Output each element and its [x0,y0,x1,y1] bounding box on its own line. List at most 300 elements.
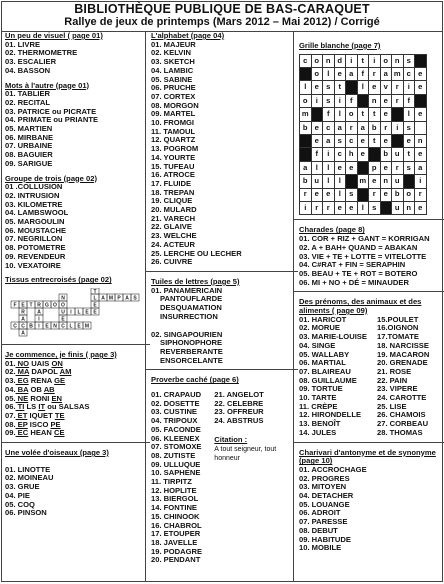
word-part: 01. [5,358,16,368]
list-item: 01 .COLLUSION [5,182,63,192]
list-item: 08. POTOMETRE [5,243,66,253]
svg-text:E: E [93,302,97,309]
grid-cell [415,121,427,134]
list-item: INSURRECTION [160,311,218,321]
list-item: 01. MAJEUR [151,39,196,49]
grid-cell: r [311,202,323,215]
list-item: 09. ULLUQUE [151,459,201,469]
section-groupe [5,175,145,271]
list-item: 02. MOINEAU [5,473,54,483]
grid-cell [403,175,415,188]
svg-text:A: A [21,330,25,337]
grid-cell: a [415,161,427,174]
grid-cell: r [300,188,312,201]
section-title: Proverbe caché (page 6) [151,375,239,385]
list-item: 05. SABINE [151,74,193,84]
svg-text:A: A [101,295,105,302]
grid-cell: n [323,54,335,67]
list-item: 06. PINSON [5,508,47,518]
grid-cell: r [380,121,392,134]
grid-cell: i [334,94,346,107]
list-item: 10. MOBILE [299,543,342,553]
list-item: 23. VIPERE [377,384,418,394]
list-item: 08. BAGUIER [5,150,53,160]
list-item: 08. GUILLAUME [299,375,357,385]
list-item: 23. OFFREUR [214,407,264,417]
grid-cell: c [403,68,415,81]
svg-text:I: I [38,323,40,330]
grid-cell: b [392,188,404,201]
svg-text:T: T [93,288,97,295]
svg-text:E: E [21,302,25,309]
divider [2,442,150,443]
list-item: 04. C#RAT + FIN = SERAPHIN [299,260,406,270]
word-part: RONI [28,393,52,403]
grid-cell: n [415,135,427,148]
svg-text:U: U [61,309,65,316]
list-item: 28. THOMAS [377,427,423,437]
grid-cell: l [323,68,335,81]
list-item: 14. YOURTE [151,152,196,162]
word-part: GE [54,376,66,386]
grid-cell: s [403,54,415,67]
list-item: 08. MORGON [151,100,199,110]
list-item: 12. HOPLITE [151,485,197,495]
grid-cell: a [300,161,312,174]
list-item: 08. ZUTISTE [151,450,196,460]
list-item: 22. CELEBRE [214,398,264,408]
section-title: Une volée d'oiseaux (page 3) [5,448,109,458]
page-subtitle: Rallye de jeux de printemps (Mars 2012 – Mai 2012) / Corrigé [64,16,380,28]
list-item: 15. TUFEAU [151,161,195,171]
word-part: MA [15,367,30,377]
word-part: EC [15,428,29,438]
grid-cell: b [300,175,312,188]
svg-text:R: R [21,309,25,316]
list-item: 15.POULET [377,314,419,324]
list-item: 17. ETOUPER [151,529,201,539]
svg-text:E: E [85,309,89,316]
list-item: 05. MARTIEN [5,124,53,134]
word-part: 07. [5,410,16,420]
section-charivari [299,449,442,553]
grid-cell: r [323,202,335,215]
word-part: BA [15,384,29,394]
word-part: ou SALSAS [45,402,90,412]
list-item: 03. GRUE [5,482,40,492]
list-item: 16. CHABROL [151,520,202,530]
grid-cell: o [380,54,392,67]
grid-cell: m [357,175,369,188]
svg-text:O: O [61,302,65,309]
grid-cell: c [346,135,358,148]
svg-text:A: A [21,316,25,323]
grid-cell: e [369,175,381,188]
list-item: 17.TOMATE [377,332,419,342]
grid-cell: m [300,108,312,121]
section-prenoms [299,298,442,442]
svg-text:N: N [61,295,65,302]
column-1 [2,32,146,581]
grid-cell [415,94,427,107]
grid-cell: s [346,188,358,201]
grid-cell: e [380,135,392,148]
grid-cell: e [357,135,369,148]
grid-cell: b [380,148,392,161]
list-item: 01. TABLIER [5,89,51,99]
word-part: 05. [5,393,16,403]
grid-cell: r [346,121,358,134]
grid-cell: f [346,94,358,107]
grid-cell: r [392,81,404,94]
section-grille [299,42,442,220]
list-item: 07. PARESSE [299,517,348,527]
word-part: 06. [5,402,16,412]
list-item: 03. PATRICE ou PICRATE [5,106,97,116]
grid-cell [346,175,358,188]
list-item: 16. ATROCE [151,170,195,180]
svg-text:G: G [45,302,49,309]
list-item: 07. URBAINE [5,141,53,151]
svg-text:B: B [29,323,33,330]
header [2,2,442,32]
section-title: Charivari d'antonyme et de synonyme (page 10) [299,447,436,466]
svg-text:P: P [117,295,121,302]
list-item: 08. DEBUT [299,525,338,535]
grid-cell [346,81,358,94]
word-part: UAIS [29,358,52,368]
grid-cell: l [323,161,335,174]
grid-cell [300,68,312,81]
grid-cell: e [415,108,427,121]
grid-cell [300,148,312,161]
grid-cell: v [380,81,392,94]
list-item: 03. ESCALIER [5,57,57,67]
word-part: IQUET [27,410,55,420]
list-item: 05. MARGOULIN [5,217,65,227]
grid-cell: p [369,161,381,174]
word-part: HEAN [28,428,54,438]
grid-cell: l [334,188,346,201]
grid-cell: u [392,202,404,215]
grid-cell: e [415,68,427,81]
list-item: 02. THERMOMETRE [5,48,78,58]
list-item: 06. MARTIAL [299,358,346,368]
list-item: 04. LAMBIC [151,65,194,75]
grid-cell: e [311,135,323,148]
list-item: 02. RECITAL [5,97,51,107]
list-item: DESQUAMATION [160,303,222,313]
svg-text:E: E [45,323,49,330]
grid-cell: i [392,121,404,134]
list-item: 02. MORUE [299,323,340,333]
page-title: BIBLIOTHÈQUE PUBLIQUE DE BAS-CARAQUET [74,2,370,16]
list-item: 01. COR + RIZ + GANT = KORRIGAN [299,234,430,244]
list-item: 10. TARTE [299,393,337,403]
list-item: 19. CLIQUE [151,196,193,206]
list-item: 09. REVENDEUR [5,251,66,261]
grid-cell: a [323,135,335,148]
list-item: 09. HABITUDE [299,534,351,544]
list-item: 11. CRÈPE [299,401,338,411]
grid-cell: l [403,108,415,121]
divider [146,369,298,370]
svg-text:T: T [29,302,33,309]
grid-cell: o [311,54,323,67]
list-item: 23. WELCHE [151,231,197,241]
list-item: 04. PIE [5,490,30,500]
grid-cell: e [311,188,323,201]
word-part: AB [43,384,55,394]
grid-cell [311,108,323,121]
word-part: RENA [28,376,55,386]
grid-table [299,54,427,216]
section-visuel [5,32,145,76]
list-item: 07. BLAIREAU [299,366,351,376]
section-alphabet [151,32,293,272]
grid-cell: e [334,68,346,81]
svg-text:E: E [61,316,65,323]
column-2 [146,32,294,581]
word-part: CE [53,428,65,438]
grid-cell: e [415,81,427,94]
grid-cell: n [403,202,415,215]
list-item: 22. GLAIVE [151,222,192,232]
grid-cell: e [380,94,392,107]
grid-cell: s [369,202,381,215]
list-item: 26. CUIVRE [151,257,193,267]
grid-cell: t [357,108,369,121]
svg-text:R: R [37,302,41,309]
answer-sheet [1,1,443,582]
grid-cell: c [334,148,346,161]
list-item: PANTOUFLARDE [160,294,223,304]
list-item: 01. ACCROCHAGE [299,464,367,474]
grid-cell: n [380,175,392,188]
grid-cell: l [334,175,346,188]
section-mots [5,82,145,169]
svg-text:F: F [13,302,17,309]
grid-cell: e [415,148,427,161]
grid-cell: t [357,54,369,67]
grid-cell: l [334,108,346,121]
word-part: PE [50,419,61,429]
section-title: Mots à l'autre (page 01) [5,80,90,90]
list-item: 25. LERCHE OU LECHER [151,248,242,258]
list-item: 07. STOMOXE [151,442,202,452]
list-item: 03. KILOMETRE [5,199,63,209]
list-item: SIPHONOPHORE [160,338,223,348]
grid-cell: c [323,121,335,134]
grid-cell: e [380,161,392,174]
word-part: EN [51,393,63,403]
list-item [5,429,145,438]
list-item: 26. CHAMOIS [377,410,426,420]
list-item: 24. CAROTTE [377,393,427,403]
list-item: 01. LIVRE [5,39,41,49]
grid-cell: i [300,202,312,215]
list-item: 14. FONTINE [151,503,197,513]
list-item: 16.OIGNON [377,323,419,333]
grid-cell: t [334,81,346,94]
svg-text:A: A [37,309,41,316]
list-item: 21. VARECH [151,213,196,223]
grid-cell [392,108,404,121]
list-item: 02. KELVIN [151,48,191,58]
grid-cell: r [369,68,381,81]
list-item: 05. FACONDE [151,424,201,434]
grid-cell: e [346,202,358,215]
list-item: 09. SARIGUE [5,158,53,168]
grid-cell: h [346,148,358,161]
list-item: 01. HARICOT [299,314,347,324]
list-item: 12. QUARTZ [151,135,196,145]
section-title: Des prénoms, des animaux et des aliments ( page 09) [299,297,422,316]
list-item: 21. ANGELOT [214,390,264,400]
list-item: 13. BENOÎT [299,419,341,429]
grid-cell: i [415,175,427,188]
list-item: 09. TORTUE [299,384,343,394]
list-item: 02. SINGAPOURIEN [151,329,223,339]
word-part: ON [51,358,63,368]
word-part: EG [15,376,29,386]
grid-cell: e [369,81,381,94]
crossword-svg [5,288,145,340]
section-oiseaux [5,449,145,518]
grid-cell: e [323,188,335,201]
section-title: L'alphabet (page 04) [151,31,225,40]
divider [146,271,298,272]
list-item: 10. FROMGI [151,118,195,128]
grid-cell: o [403,188,415,201]
grid-cell: i [311,94,323,107]
grid-cell [357,188,369,201]
grid-cell: i [403,81,415,94]
section-tissus [5,276,145,345]
grid-cell [300,135,312,148]
divider [294,219,444,220]
grid-cell: l [311,161,323,174]
grid-cell: i [323,148,335,161]
grid-cell [380,202,392,215]
list-item: 06. ADROIT [299,508,341,518]
list-item: 07. CORTEX [151,91,196,101]
grid-cell: m [392,68,404,81]
section-charades [299,226,442,292]
list-item: 02. A + BAH+ QUAND = ABAKAN [299,242,418,252]
list-item: 10. SAPHENE [151,468,201,478]
list-item: 06. KLEENEX [151,433,200,443]
grid-cell: t [403,148,415,161]
list-item: 03. CUSTINE [151,407,197,417]
word-part: IT [38,402,46,412]
grid-cell: b [300,121,312,134]
list-item: 10. VEXATOIRE [5,260,61,270]
grid-cell: f [403,94,415,107]
section-title: Tissus entrecroisés (page 02) [5,275,112,285]
svg-text:L: L [69,323,73,330]
grid-cell: e [334,202,346,215]
list-item: 04. TRIPOUX [151,416,198,426]
svg-text:O: O [53,302,57,309]
svg-text:M: M [108,295,114,302]
svg-text:A: A [125,295,129,302]
svg-text:L: L [77,309,81,316]
word-part: 09. [5,428,16,438]
grid-cell: o [300,94,312,107]
grid-cell [415,54,427,67]
grid-cell: l [357,202,369,215]
svg-text:C: C [61,323,65,330]
section-title: Je commence, je finis ( page 3) [5,349,117,359]
list-item: 05. BEAU + TE + ROT = BOTERO [299,268,418,278]
list-item: 20. GRENADE [377,358,428,368]
list-item: 14. JULES [299,427,337,437]
grid-cell: a [334,121,346,134]
word-part: 08. [5,419,16,429]
word-part: TE [54,410,65,420]
list-item: 04. LAMBSWOOL [5,208,69,218]
list-item: 04. DETACHER [299,491,354,501]
word-part: TI [15,402,25,412]
list-item: 22. PAIN [377,375,408,385]
grid-cell: e [334,161,346,174]
svg-text:C: C [21,323,25,330]
svg-text:L: L [93,295,97,302]
grid-cell: c [300,54,312,67]
grid-cell: e [346,161,358,174]
grid-cell: e [311,81,323,94]
list-item: 06. MIRBANE [5,132,54,142]
grid-cell: u [311,175,323,188]
list-item: 06. PRUCHE [151,83,196,93]
grid-cell: e [415,202,427,215]
grid-cell [369,148,381,161]
list-item: 04. PRIMATE ou PRIANTE [5,115,99,125]
grid-cell: s [403,121,415,134]
section-proverbe [151,376,293,565]
list-item: 18. JAVELLE [151,537,198,547]
list-item: 04. BASSON [5,65,51,75]
word-part: EP [15,419,28,429]
grid-cell: t [369,108,381,121]
list-item: 21. ROSE [377,366,412,376]
word-part: 04. [5,384,16,394]
svg-text:I: I [38,316,40,323]
list-item: 12. HIRONDELLE [299,410,362,420]
divider [294,442,444,443]
grid-cell: n [369,94,381,107]
list-item: 04. SINGE [299,340,336,350]
section-title: Charades (page 8) [299,225,365,235]
word-part: ET [15,410,28,420]
grid-cell: i [346,54,358,67]
list-item: 13. BIERGOL [151,494,199,504]
list-item: 01. CRAPAUD [151,390,202,400]
grid-cell: t [369,135,381,148]
word-part: NE [15,393,29,403]
list-item: 05. COQ [5,499,35,509]
list-item: 27. CORBEAU [377,419,429,429]
divider [294,291,444,292]
list-item: 03. MITOYEN [299,482,347,492]
list-item: 07. NEGRILLON [5,234,63,244]
list-item: 01. LINOTTE [5,464,51,474]
list-item: 01. PANAMERICAIN [151,285,223,295]
list-item: 02. PROGRES [299,473,350,483]
list-item: REVERBERANTE [160,346,223,356]
grid-cell: f [323,108,335,121]
